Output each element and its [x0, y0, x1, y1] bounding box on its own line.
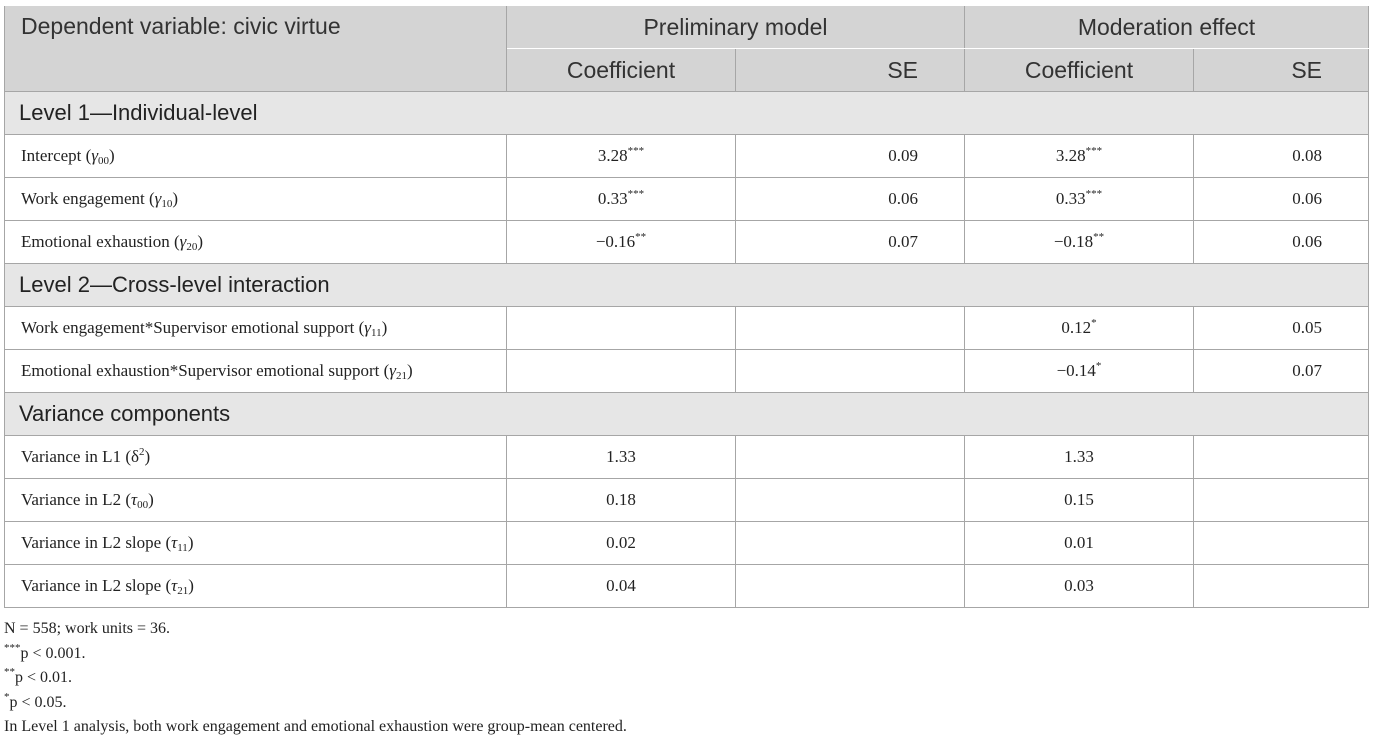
- cell-coef-moderation: 0.12*: [965, 307, 1194, 350]
- coefficient-header-2: Coefficient: [965, 49, 1194, 92]
- cell-se-moderation: 0.07: [1194, 350, 1369, 393]
- table-row: [5, 565, 1369, 608]
- row-label: Emotional exhaustion*Supervisor emotional support $(\gamma_{21})$: [5, 350, 507, 393]
- row-label: Work engagement*Supervisor emotional support $(\gamma_{11})$: [5, 307, 507, 350]
- table-row: [5, 178, 1369, 221]
- section-level2: Level 2—Cross-level interaction: [5, 264, 1369, 307]
- cell-se-prelim: [736, 522, 965, 565]
- cell-coef-prelim: 0.04: [507, 565, 736, 608]
- cell-coef-moderation: 0.15: [965, 479, 1194, 522]
- preliminary-model-header: Preliminary model: [507, 6, 965, 49]
- cell-coef-moderation: 0.33***: [965, 178, 1194, 221]
- cell-se-prelim: [736, 479, 965, 522]
- row-label: Work engagement $(\gamma_{10})$: [5, 178, 507, 221]
- cell-coef-moderation: 3.28***: [965, 135, 1194, 178]
- cell-se-prelim: 0.06: [736, 178, 965, 221]
- cell-se-prelim: 0.09: [736, 135, 965, 178]
- table-row: [5, 479, 1369, 522]
- results-table: [4, 6, 1369, 608]
- table-row: [5, 221, 1369, 264]
- cell-se-prelim: 0.07: [736, 221, 965, 264]
- cell-coef-prelim: [507, 350, 736, 393]
- row-label: Variance in L2 slope $(\tau_{21})$: [5, 565, 507, 608]
- note-centering: In Level 1 analysis, both work engagement and emotional exhaustion were group-mean centered.: [4, 718, 627, 735]
- row-label: Variance in L2 $(\tau_{00})$: [5, 479, 507, 522]
- note-sample-size: N = 558; work units = 36.: [4, 620, 171, 637]
- section-variance: Variance components: [5, 393, 1369, 436]
- cell-coef-moderation: 1.33: [965, 436, 1194, 479]
- se-header-2: SE: [1194, 49, 1369, 92]
- cell-coef-prelim: 1.33: [507, 436, 736, 479]
- cell-coef-prelim: 3.28***: [507, 135, 736, 178]
- cell-coef-moderation: 0.03: [965, 565, 1194, 608]
- dependent-variable-header: Dependent variable: civic virtue: [5, 6, 507, 92]
- row-label: Variance in L2 slope $(\tau_{11})$: [5, 522, 507, 565]
- cell-coef-moderation: −0.18**: [965, 221, 1194, 264]
- cell-se-moderation: [1194, 436, 1369, 479]
- section-level1: Level 1—Individual-level: [5, 92, 1369, 135]
- row-label: Emotional exhaustion $(\gamma_{20})$: [5, 221, 507, 264]
- row-label: Intercept $(\gamma_{00})$: [5, 135, 507, 178]
- coefficient-header-1: Coefficient: [507, 49, 736, 92]
- cell-se-moderation: 0.06: [1194, 221, 1369, 264]
- note-p05: *p < 0.05.: [4, 690, 67, 711]
- cell-se-moderation: [1194, 522, 1369, 565]
- cell-coef-prelim: −0.16**: [507, 221, 736, 264]
- cell-coef-prelim: 0.02: [507, 522, 736, 565]
- cell-se-moderation: 0.08: [1194, 135, 1369, 178]
- table-row: [5, 135, 1369, 178]
- se-header-1: SE: [736, 49, 965, 92]
- table-header: [5, 6, 1369, 92]
- note-p01: **p < 0.01.: [4, 666, 73, 686]
- cell-se-moderation: [1194, 479, 1369, 522]
- cell-se-moderation: 0.05: [1194, 307, 1369, 350]
- cell-se-prelim: [736, 350, 965, 393]
- cell-coef-prelim: 0.18: [507, 479, 736, 522]
- cell-coef-moderation: −0.14*: [965, 350, 1194, 393]
- table-notes: [4, 617, 627, 740]
- table-row: [5, 436, 1369, 479]
- cell-se-prelim: [736, 307, 965, 350]
- row-label: Variance in L1 $(\delta^2)$: [5, 436, 507, 479]
- note-p001: ***p < 0.001.: [4, 641, 86, 662]
- cell-se-prelim: [736, 436, 965, 479]
- table-body: [5, 92, 1369, 608]
- moderation-effect-header: Moderation effect: [965, 6, 1369, 49]
- cell-coef-prelim: 0.33***: [507, 178, 736, 221]
- results-table-container: [4, 6, 1368, 608]
- table-row: [5, 307, 1369, 350]
- table-row: [5, 522, 1369, 565]
- cell-coef-prelim: [507, 307, 736, 350]
- cell-se-moderation: [1194, 565, 1369, 608]
- table-row: [5, 350, 1369, 393]
- cell-se-moderation: 0.06: [1194, 178, 1369, 221]
- cell-se-prelim: [736, 565, 965, 608]
- cell-coef-moderation: 0.01: [965, 522, 1194, 565]
